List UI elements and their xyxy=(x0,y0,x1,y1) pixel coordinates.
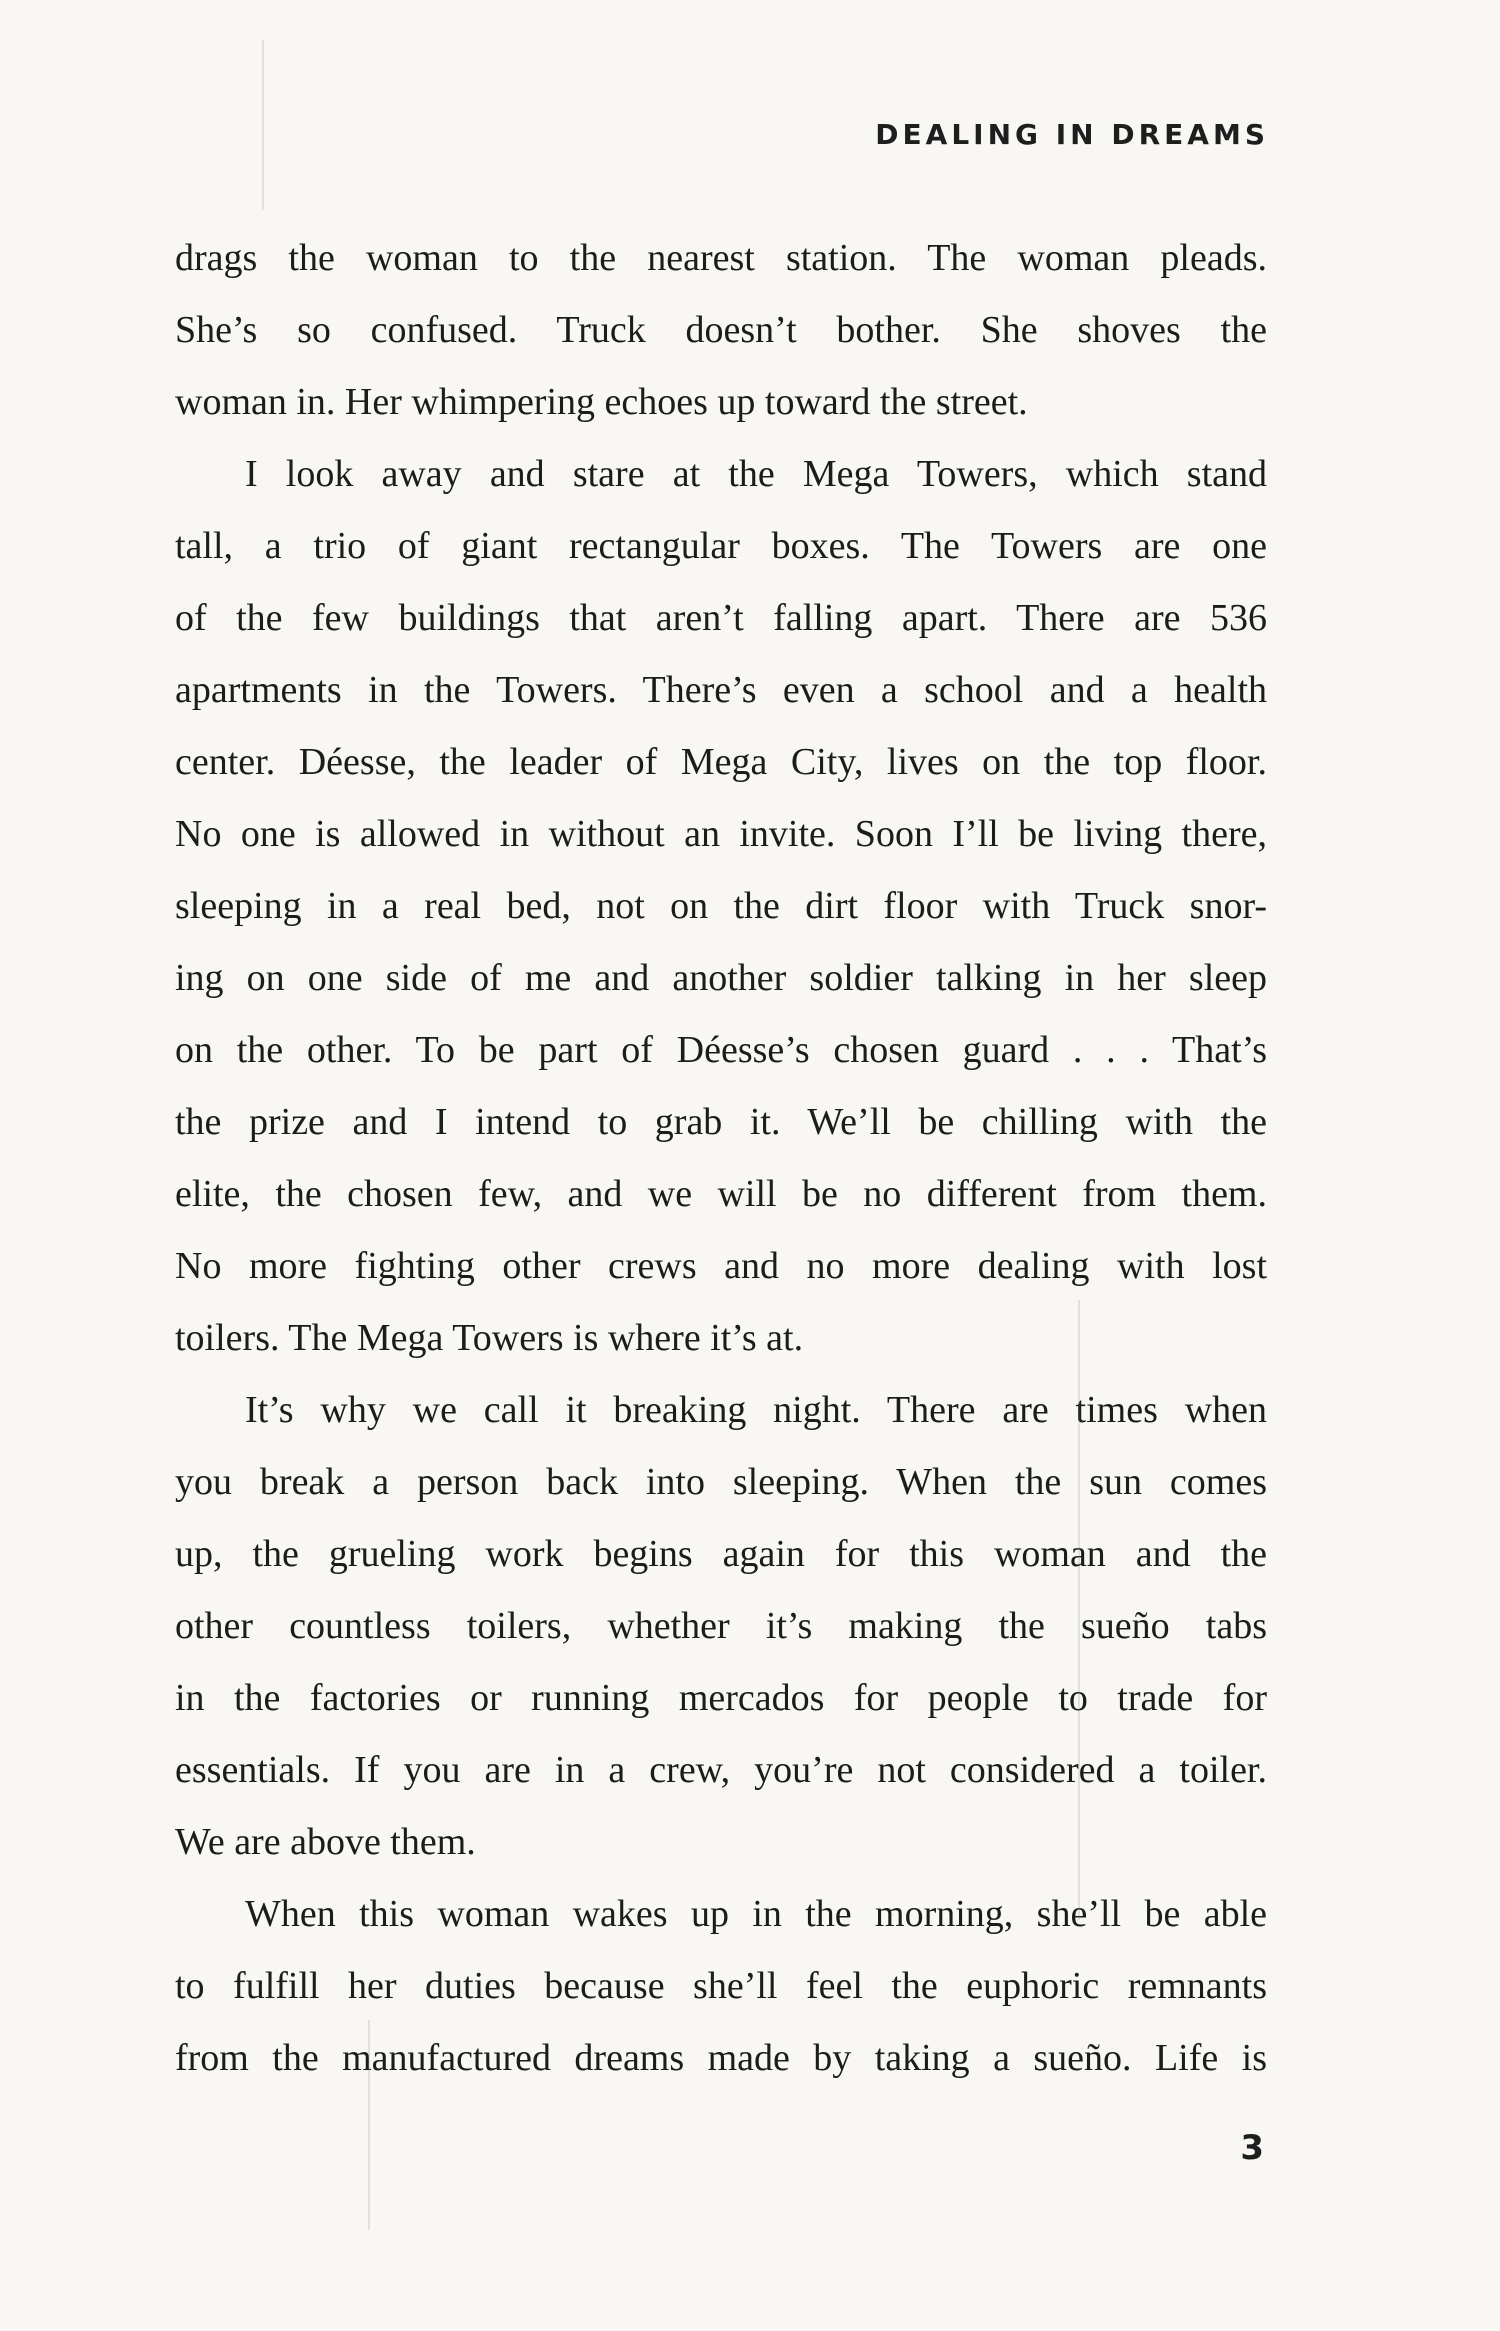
scan-artifact xyxy=(262,40,264,210)
text-line: sleeping in a real bed, not on the dirt floor with Truck snor- xyxy=(175,885,1267,927)
running-head: DEALING IN DREAMS xyxy=(875,118,1269,151)
text-line: up, the grueling work begins again for this woman and the xyxy=(175,1533,1267,1575)
text-line: other countless toilers, whether it’s making the sueño tabs xyxy=(175,1605,1267,1647)
text-line: on the other. To be part of Déesse’s chosen guard . . . That’s xyxy=(175,1029,1267,1071)
page-number: 3 xyxy=(1240,2128,1264,2168)
text-line: center. Déesse, the leader of Mega City, lives on the top floor. xyxy=(175,741,1267,783)
text-line: from the manufactured dreams made by taking a sueño. Life is xyxy=(175,2037,1267,2079)
text-line: toilers. The Mega Towers is where it’s at. xyxy=(175,1317,804,1359)
text-line: ing on one side of me and another soldier talking in her sleep xyxy=(175,957,1267,999)
text-line: apartments in the Towers. There’s even a school and a health xyxy=(175,669,1267,711)
scan-artifact xyxy=(368,2020,370,2230)
text-line: When this woman wakes up in the morning, she’ll be able xyxy=(245,1893,1267,1935)
text-line: you break a person back into sleeping. When the sun comes xyxy=(175,1461,1267,1503)
text-line: tall, a trio of giant rectangular boxes. The Towers are one xyxy=(175,525,1267,567)
text-line: essentials. If you are in a crew, you’re not considered a toiler. xyxy=(175,1749,1267,1791)
text-line: We are above them. xyxy=(175,1821,476,1863)
text-line: No one is allowed in without an invite. Soon I’ll be living there, xyxy=(175,813,1267,855)
text-line: of the few buildings that aren’t falling apart. There are 536 xyxy=(175,597,1267,639)
text-line: No more fighting other crews and no more dealing with lost xyxy=(175,1245,1267,1287)
text-line: She’s so confused. Truck doesn’t bother. She shoves the xyxy=(175,309,1267,351)
scan-artifact xyxy=(1078,1300,1080,1920)
text-line: I look away and stare at the Mega Towers, which stand xyxy=(245,453,1267,495)
text-line: to fulfill her duties because she’ll feel the euphoric remnants xyxy=(175,1965,1267,2007)
text-line: drags the woman to the nearest station. The woman pleads. xyxy=(175,237,1267,279)
body-text xyxy=(175,222,1267,2094)
text-line: the prize and I intend to grab it. We’ll be chilling with the xyxy=(175,1101,1267,1143)
text-line: elite, the chosen few, and we will be no different from them. xyxy=(175,1173,1267,1215)
text-line: in the factories or running mercados for people to trade for xyxy=(175,1677,1267,1719)
text-line: woman in. Her whimpering echoes up toward the street. xyxy=(175,381,1028,423)
text-line: It’s why we call it breaking night. There are times when xyxy=(245,1389,1267,1431)
